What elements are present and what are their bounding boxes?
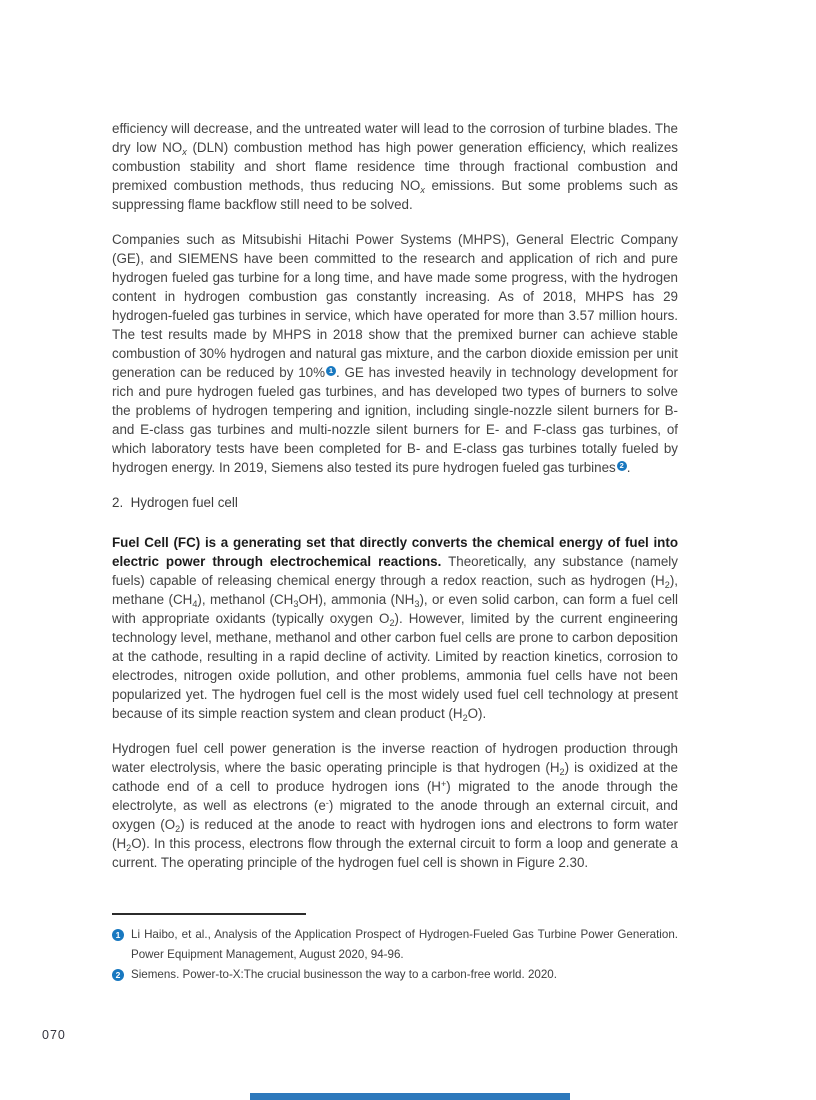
footnote-text: Li Haibo, et al., Analysis of the Application Prospect of Hydrogen-Fueled Gas Turbine Power Generation. Power Equipment Management, August 2020, 94-96.: [131, 928, 678, 961]
bold-lead-sentence: Fuel Cell (FC) is a generating set that directly converts the chemical energy of fuel into electric power through electrochemical reactions.: [112, 535, 678, 569]
subscript: 2: [126, 842, 132, 853]
text-run: emissions. But some problems such as suppressing flame backflow still need to be solved.: [112, 178, 678, 212]
footnote-ref-marker: 1: [326, 366, 336, 376]
text-run: Companies such as Mitsubishi Hitachi Power Systems (MHPS), General Electric Company (GE), and SIEMENS have been committed to the research and application of rich and pure hydrogen fueled gas turbine for a long time, and have made some progress, with the hydrogen content in hydrogen combustion gas constantly increasing. As of 2018, MHPS has 29 hydrogen-fueled gas turbines in service, which have operated for more than 3.57 million hours. The test results made by MHPS in 2018 show that the premixed burner can achieve stable combustion of 30% hydrogen and natural gas mixture, and the carbon dioxide emission per unit generation can be reduced by 10%: [112, 232, 678, 380]
subscript: 2: [175, 823, 181, 834]
text-run: Theoretically, any substance (namely fuels) capable of releasing chemical energy through a redox reaction, such as hydrogen (H: [112, 554, 678, 588]
text-run: ) is oxidized at the cathode end of a cell to produce hydrogen ions (H: [112, 760, 678, 794]
text-run: ) migrated to the anode through an external circuit, and oxygen (O: [112, 798, 678, 832]
text-run: ) migrated to the anode through the electrolyte, as well as electrons (e: [112, 779, 678, 813]
subscript: 2: [462, 712, 468, 723]
subscript: 3: [293, 598, 299, 609]
text-run: efficiency will decrease, and the untreated water will lead to the corrosion of turbine blades. The dry low NO: [112, 121, 678, 155]
section-heading: 2. Hydrogen fuel cell: [112, 495, 238, 510]
paragraph-companies: [112, 230, 678, 477]
paragraph-fuel-cell-definition: [112, 533, 678, 723]
footer-accent-bar: [250, 1093, 570, 1100]
superscript: +: [440, 778, 447, 789]
text-run: ), or even solid carbon, can form a fuel cell with appropriate oxidants (typically oxygen O: [112, 592, 678, 626]
text-run: O). In this process, electrons flow through the external circuit to form a loop and generate a current. The operating principle of the hydrogen fuel cell is shown in Figure 2.30.: [112, 836, 678, 870]
footnote-number-icon: 2: [112, 969, 124, 981]
text-run: O).: [467, 706, 487, 721]
subscript: 4: [192, 598, 198, 609]
text-run: OH), ammonia (NH: [298, 592, 415, 607]
footnote-item: [112, 965, 678, 985]
paragraph-gas-turbine-intro: [112, 119, 678, 214]
text-run: ) is reduced at the anode to react with hydrogen ions and electrons to form water (H: [112, 817, 678, 851]
subscript: x: [420, 184, 425, 195]
subscript: 3: [414, 598, 420, 609]
text-run: . GE has invested heavily in technology development for rich and pure hydrogen fueled gas turbines, and has developed two types of burners to solve the problems of hydrogen tempering and ignition, including single-nozzle silent burners for B- and E-class gas turbines and multi-nozzle silent burners for E- and F-class gas turbines, of which laboratory tests have been completed for B- and E-class gas turbines totally fueled by hydrogen energy. In 2019, Siemens also tested its pure hydrogen fueled gas turbines: [112, 365, 678, 475]
page-body-text: [112, 119, 678, 888]
superscript: -: [325, 797, 329, 808]
footnote-number-icon: 1: [112, 929, 124, 941]
subscript: x: [182, 146, 187, 157]
text-run: (DLN) combustion method has high power generation efficiency, which realizes combustion stability and short flame residence time through fractional combustion and premixed combustion methods, thus reducing NO: [112, 140, 678, 193]
footnote-ref-marker: 2: [617, 461, 627, 471]
text-run: ), methanol (CH: [197, 592, 294, 607]
footnote-item: [112, 925, 678, 965]
subscript: 2: [664, 579, 670, 590]
subscript: 2: [559, 766, 565, 777]
footnote-separator-rule: [112, 913, 306, 915]
subscript: 2: [389, 617, 395, 628]
footnotes-section: [112, 913, 678, 985]
text-run: ). However, limited by the current engineering technology level, methane, methanol and other carbon fuel cells are prone to carbon deposition at the cathode, resulting in a rapid decline of activity. Limited by reaction kinetics, corrosion to electrodes, nitrogen oxide pollution, and other problems, ammonia fuel cells have not been popularized yet. The hydrogen fuel cell is the most widely used fuel cell technology at present because of its simple reaction system and clean product (H: [112, 611, 679, 721]
paragraph-hydrogen-fuel-cell-principle: [112, 739, 678, 872]
text-run: .: [626, 460, 631, 475]
page-number: 070: [42, 1028, 66, 1042]
text-run: Hydrogen fuel cell power generation is the inverse reaction of hydrogen production through water electrolysis, where the basic operating principle is that hydrogen (H: [112, 741, 678, 775]
footnote-text: Siemens. Power-to-X:The crucial businesson the way to a carbon-free world. 2020.: [131, 968, 557, 981]
text-run: ), methane (CH: [112, 573, 678, 607]
